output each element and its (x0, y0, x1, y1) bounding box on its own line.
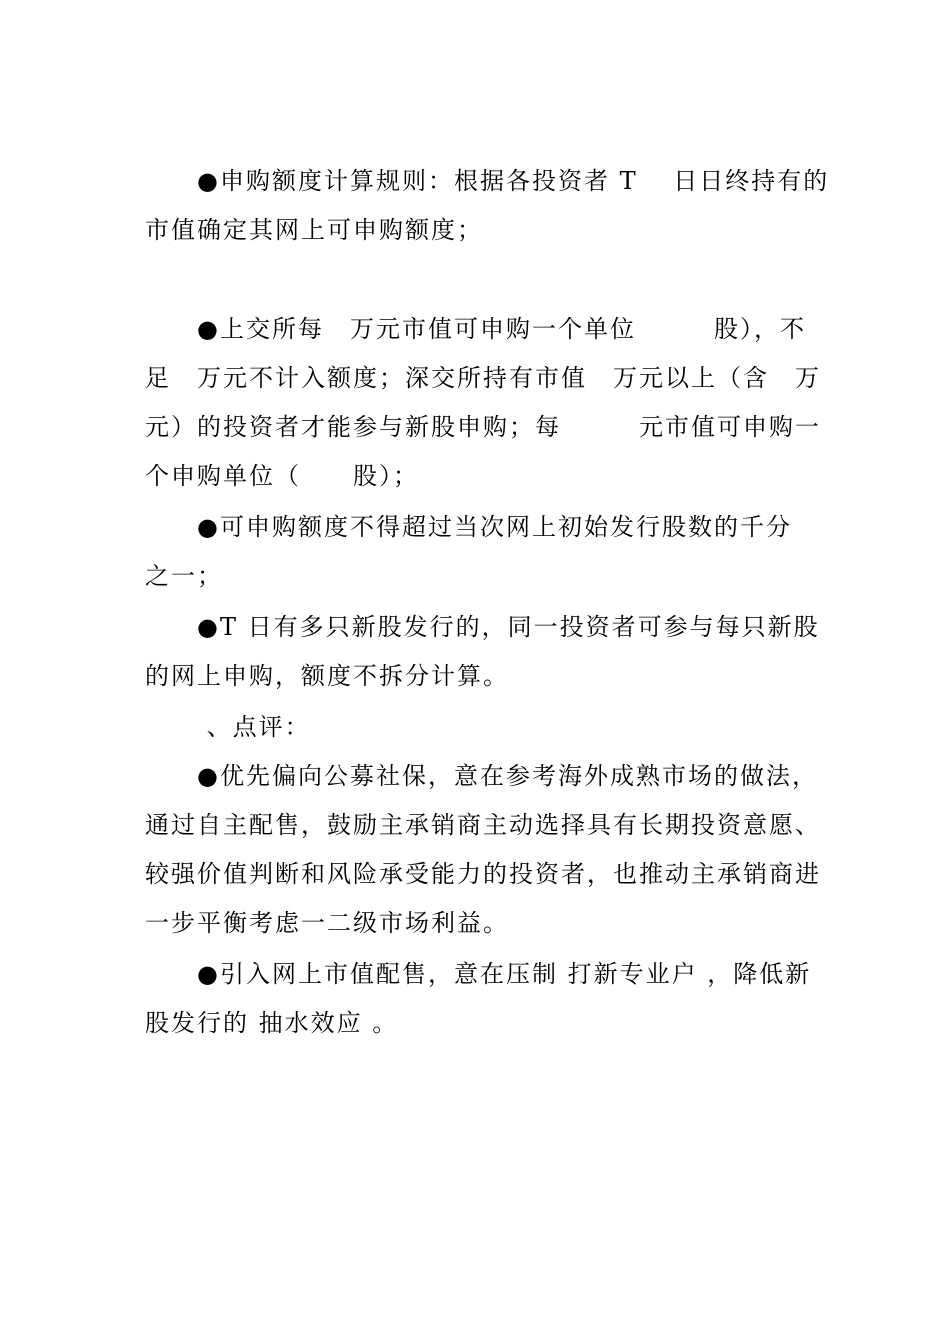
text-line: ●上交所每 万元市值可申购一个单位 股），不 (197, 315, 806, 343)
text-line: ●T 日有多只新股发行的，同一投资者可参与每只新股 (197, 613, 820, 641)
section-heading-comment (145, 703, 810, 752)
text-line: 足 万元不计入额度；深交所持有市值 万元以上（含 万 (145, 364, 821, 392)
text-line: 个申购单位（ 股）； (145, 462, 419, 490)
text-line: ●可申购额度不得超过当次网上初始发行股数的千分 (197, 513, 792, 541)
paragraph-rule-calc (145, 157, 830, 255)
text-line: 之一； (145, 562, 223, 590)
paragraph-comment-priority (145, 752, 821, 948)
paragraph-rule-exchange (145, 305, 821, 501)
text-line: 一步平衡考虑一二级市场利益。 (145, 909, 509, 937)
paragraph-comment-market-value (145, 950, 810, 1048)
text-line: ●优先偏向公募社保，意在参考海外成熟市场的做法， (197, 762, 818, 790)
paragraph-rule-limit (145, 503, 810, 601)
text-line: 较强价值判断和风险承受能力的投资者，也推动主承销商进 (145, 860, 821, 888)
text-line: 通过自主配售，鼓励主承销商主动选择具有长期投资意愿、 (145, 811, 821, 839)
text-line: 股发行的 抽水效应 。 (145, 1009, 399, 1037)
text-line: 市值确定其网上可申购额度； (145, 216, 483, 244)
text-line: 的网上申购，额度不拆分计算。 (145, 662, 509, 690)
text-line: ●引入网上市值配售，意在压制 打新专业户 ，降低新 (197, 960, 812, 988)
text-line: 元）的投资者才能参与新股申购；每 元市值可申购一 (145, 413, 821, 441)
text-line: 、点评： (197, 713, 311, 741)
paragraph-rule-multi (145, 603, 820, 701)
text-line: ●申购额度计算规则：根据各投资者 T 日日终持有的 (197, 167, 830, 195)
